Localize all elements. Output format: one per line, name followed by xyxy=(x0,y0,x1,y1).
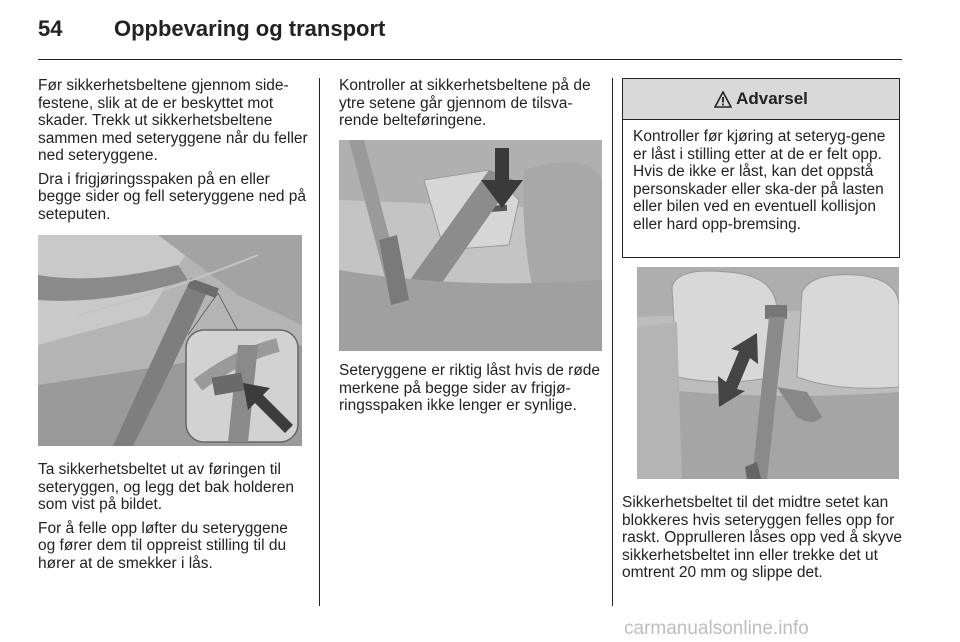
column-1-top xyxy=(38,77,308,229)
column-divider-1 xyxy=(319,78,320,606)
col1-paragraph-3: Ta sikkerhetsbeltet ut av føringen til seteryggen, og legg det bak holderen som vist på bildet. xyxy=(38,461,294,513)
page-number: 54 xyxy=(38,16,63,41)
col2-paragraph-2: Seteryggene er riktig låst hvis de røde merkene på begge sider av frigjø-ringsspaken ikke lenger er synlige. xyxy=(339,362,601,414)
header-rule xyxy=(38,59,902,60)
col1-paragraph-1: Før sikkerhetsbeltene gjennom side-festene, slik at de er beskyttet mot skader. Trekk ut sikkerhetsbeltene sammen med seteryggene når du feller ned seteryggene. xyxy=(38,77,308,164)
column-divider-2 xyxy=(612,78,613,606)
figure-center-belt-retractor xyxy=(637,267,899,479)
column-2-top xyxy=(339,77,605,136)
watermark: carmanualsonline.info xyxy=(624,618,809,639)
col1-paragraph-4: For å felle opp løfter du seteryggene og fører dem til oppreist stilling til du hører at de smekker i lås. xyxy=(38,519,288,572)
column-3-bottom xyxy=(622,494,904,588)
figure-seatbelt-release-lever xyxy=(38,235,302,446)
figure-belt-guide xyxy=(339,140,602,351)
page-title: Oppbevaring og transport xyxy=(114,16,386,41)
column-2-bottom xyxy=(339,362,605,421)
column-1-bottom xyxy=(38,461,308,578)
col2-paragraph-1: Kontroller at sikkerhetsbeltene på de ytre setene går gjennom de tilsva-rende belteføringene. xyxy=(339,77,591,129)
warning-text: Kontroller før kjøring at seteryg-gene er låst i stilling etter at de er felt opp. Hvis de ikke er låst, kan det oppstå personskader eller ska-der på lasten eller bilen ved en eventuell kollisjon eller hard opp-bremsing. xyxy=(633,128,886,233)
col3-paragraph-1: Sikkerhetsbeltet til det midtre setet kan blokkeres hvis seteryggen felles opp for raskt. Opprulleren låses opp ved å skyve sikkerhetsbeltet inn eller trekke det ut omtrent 20 mm og slippe det. xyxy=(622,494,902,581)
warning-triangle-icon xyxy=(714,91,732,108)
col1-paragraph-2: Dra i frigjøringsspaken på en eller begge sider og fell seteryggene ned på seteputen. xyxy=(38,170,307,223)
warning-box xyxy=(622,78,900,258)
warning-title: Advarsel xyxy=(736,89,808,108)
warning-header xyxy=(623,79,899,120)
